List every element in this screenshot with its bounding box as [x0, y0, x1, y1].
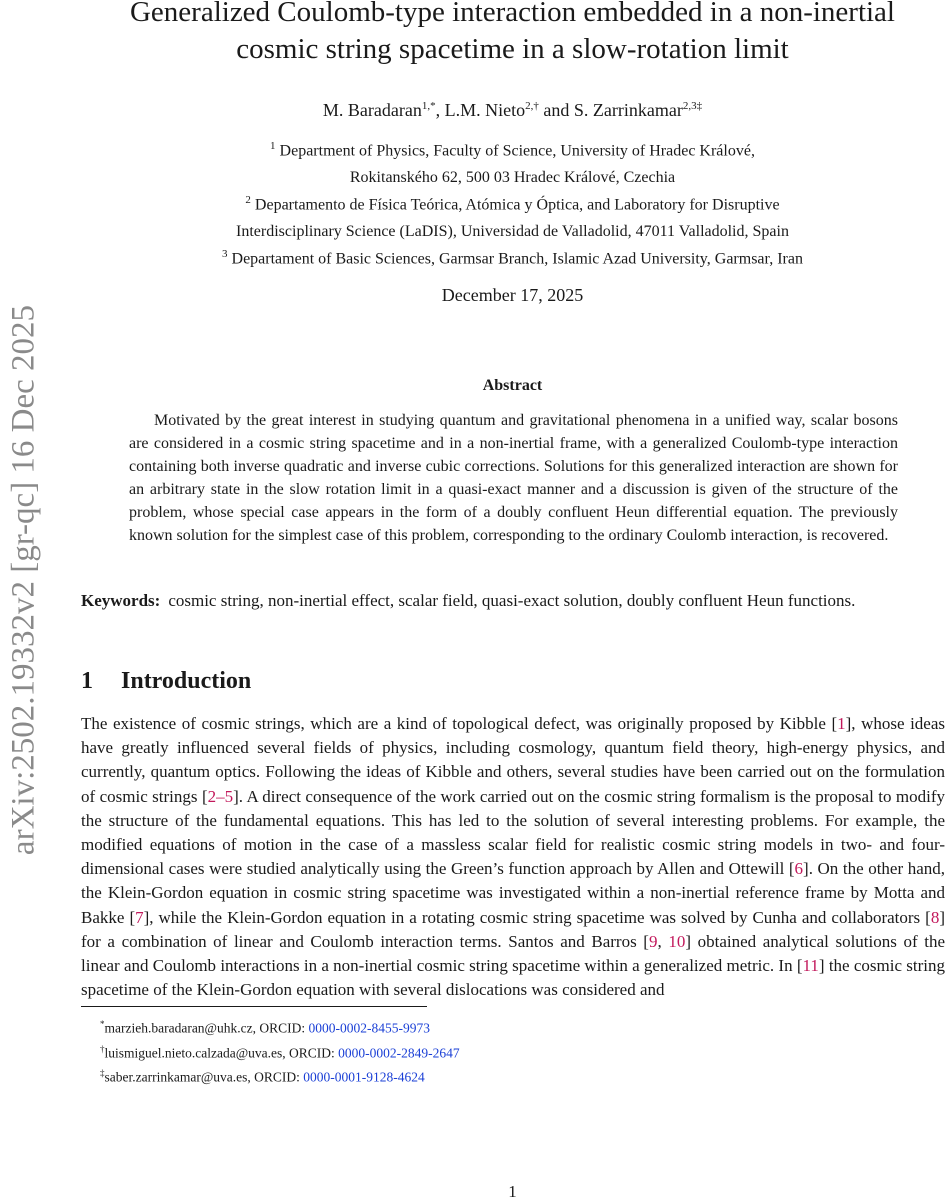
citation-link[interactable]: 8: [930, 907, 940, 927]
paper-title: [100, 0, 925, 68]
orcid-link[interactable]: 0000-0002-2849-2647: [338, 1045, 460, 1060]
abstract-heading: Abstract: [482, 377, 543, 394]
introduction-paragraph: [81, 712, 945, 1002]
keywords: [81, 588, 945, 613]
footnote-text: marzieh.baradaran@uhk.cz, ORCID:: [104, 1020, 309, 1036]
affiliation-sup: 3: [222, 248, 228, 260]
abstract-body: Motivated by the great interest in studying quantum and gravitational phenomena in a unified way, scalar bosons are considered in a cosmic string spacetime and in a non-inertial frame, with a generalized Coulomb-type interaction containing both inverse quadratic and inverse cubic corrections. Solutions for this generalized interaction are shown for an arbitrary state in the slow rotation limit in a quasi-exact manner and a discussion is given of the structure of the problem, whose special case appears in the form of a doubly confluent Heun differential equation. The previously known solution for the simplest case of this problem, corresponding to the ordinary Coulomb interaction, is recovered.: [129, 412, 898, 544]
intro-text: ], while the Klein-Gordon equation in a rotating cosmic string spacetime was solved by Cunha and collaborators [: [143, 907, 931, 927]
intro-text: The existence of cosmic strings, which are a kind of topological defect, was originally proposed by Kibble [: [81, 714, 838, 733]
intro-text: ] for a combination of linear and Coulomb interaction terms. Santos and Barros [: [81, 907, 945, 951]
author-name: S. Zarrinkamar: [573, 100, 683, 120]
footnote-text: luismiguel.nieto.calzada@uva.es, ORCID:: [104, 1045, 339, 1060]
title-line-1: Generalized Coulomb-type interaction embedded in a non-inertial: [129, 0, 895, 28]
affiliation-sup: 1: [270, 140, 276, 152]
affiliation-2: [100, 187, 925, 245]
footnote-2: [100, 1039, 460, 1064]
intro-text: ], whose ideas have greatly influenced several fields of physics, including cosmology, quantum field theory, high-energy physics, and currently, quantum optics. Following the ideas of Kibble and others, several studies have been carried out on the formulation of cosmic strings [: [81, 714, 945, 806]
keywords-label: Keywords:: [81, 591, 161, 610]
title-line-2: cosmic string spacetime in a slow-rotation limit: [236, 33, 789, 65]
citation-link[interactable]: 1: [837, 714, 846, 733]
citation-link[interactable]: 10: [668, 931, 686, 951]
orcid-link[interactable]: 0000-0002-8455-9973: [308, 1020, 430, 1036]
intro-text: ]. On the other hand, the Klein-Gordon equation in cosmic string spacetime was investigated within a non-inertial reference frame by Motta and Bakke [: [81, 859, 945, 927]
section-number: 1: [81, 668, 93, 694]
affiliation-line: Departament of Basic Sciences, Garmsar Branch, Islamic Azad University, Garmsar, Iran: [231, 250, 803, 268]
footnote-mark: †: [100, 1043, 105, 1054]
citation-link[interactable]: 7: [135, 907, 144, 927]
affiliation-line: Rokitanského 62, 500 03 Hradec Králové, Czechia: [349, 169, 676, 187]
intro-text: ]. A direct consequence of the work carried out on the cosmic string formalism is the proposal to modify the structure of the fundamental equations. This has led to the solution of several interesting problems. For example, the modified equations of motion in the case of a massless scalar field for realistic cosmic string models in two- and four-dimensional cases were studied analytically using the Green’s function approach by Allen and Ottewill [: [81, 786, 945, 879]
section-title: Introduction: [121, 668, 252, 694]
author-sup: 1,*: [421, 100, 436, 112]
citation-link[interactable]: 6: [794, 859, 804, 879]
author-sup: 2,3‡: [682, 100, 703, 112]
footnote-1: [100, 1014, 460, 1039]
orcid-link[interactable]: 0000-0001-9128-4624: [303, 1069, 425, 1085]
author-sep: ,: [435, 100, 445, 120]
affiliation-line: Interdisciplinary Science (LaDIS), Universidad de Valladolid, 47011 Valladolid, Spain: [236, 223, 789, 241]
keywords-text: cosmic string, non-inertial effect, scalar field, quasi-exact solution, doubly confluent Heun functions.: [168, 591, 856, 610]
arxiv-id-text[interactable]: arXiv:2502.19332v2 [gr-qc] 16 Dec 2025: [5, 304, 42, 856]
author-sup: 2,†: [525, 100, 539, 112]
affiliation-line: Departamento de Física Teórica, Atómica y Óptica, and Laboratory for Disruptive: [254, 196, 780, 214]
intro-text: ] obtained analytical solutions of the linear and Coulomb interactions in a non-inertial cosmic string spacetime within a generalized metric. In [: [81, 931, 945, 976]
citation-link[interactable]: 2–5: [207, 786, 234, 806]
footnote-mark: *: [100, 1019, 105, 1029]
affiliation-line: Department of Physics, Faculty of Science, University of Hradec Králové,: [279, 142, 755, 160]
page-number: 1: [508, 1182, 517, 1201]
affiliation-1: [100, 133, 925, 191]
affiliation-sup: 2: [245, 194, 251, 206]
footnote-text: saber.zarrinkamar@uva.es, ORCID:: [104, 1069, 304, 1085]
author-name: M. Baradaran: [322, 100, 422, 120]
author-list: [100, 100, 925, 121]
citation-link[interactable]: 9: [648, 931, 658, 951]
intro-text: ,: [657, 931, 669, 951]
footnote-divider: [81, 1006, 427, 1007]
author-name: L.M. Nieto: [444, 100, 526, 120]
affiliation-3: [100, 241, 925, 272]
footnote-3: [100, 1063, 460, 1088]
publication-date: December 17, 2025: [441, 285, 584, 305]
footnotes: [100, 1014, 460, 1088]
intro-text: ] the cosmic string spacetime of the Klein-Gordon equation with several dislocations was considered and: [81, 956, 945, 1000]
footnote-mark: ‡: [100, 1068, 105, 1078]
section-heading: [81, 668, 251, 695]
author-sep: and: [538, 100, 574, 120]
citation-link[interactable]: 11: [802, 956, 819, 976]
